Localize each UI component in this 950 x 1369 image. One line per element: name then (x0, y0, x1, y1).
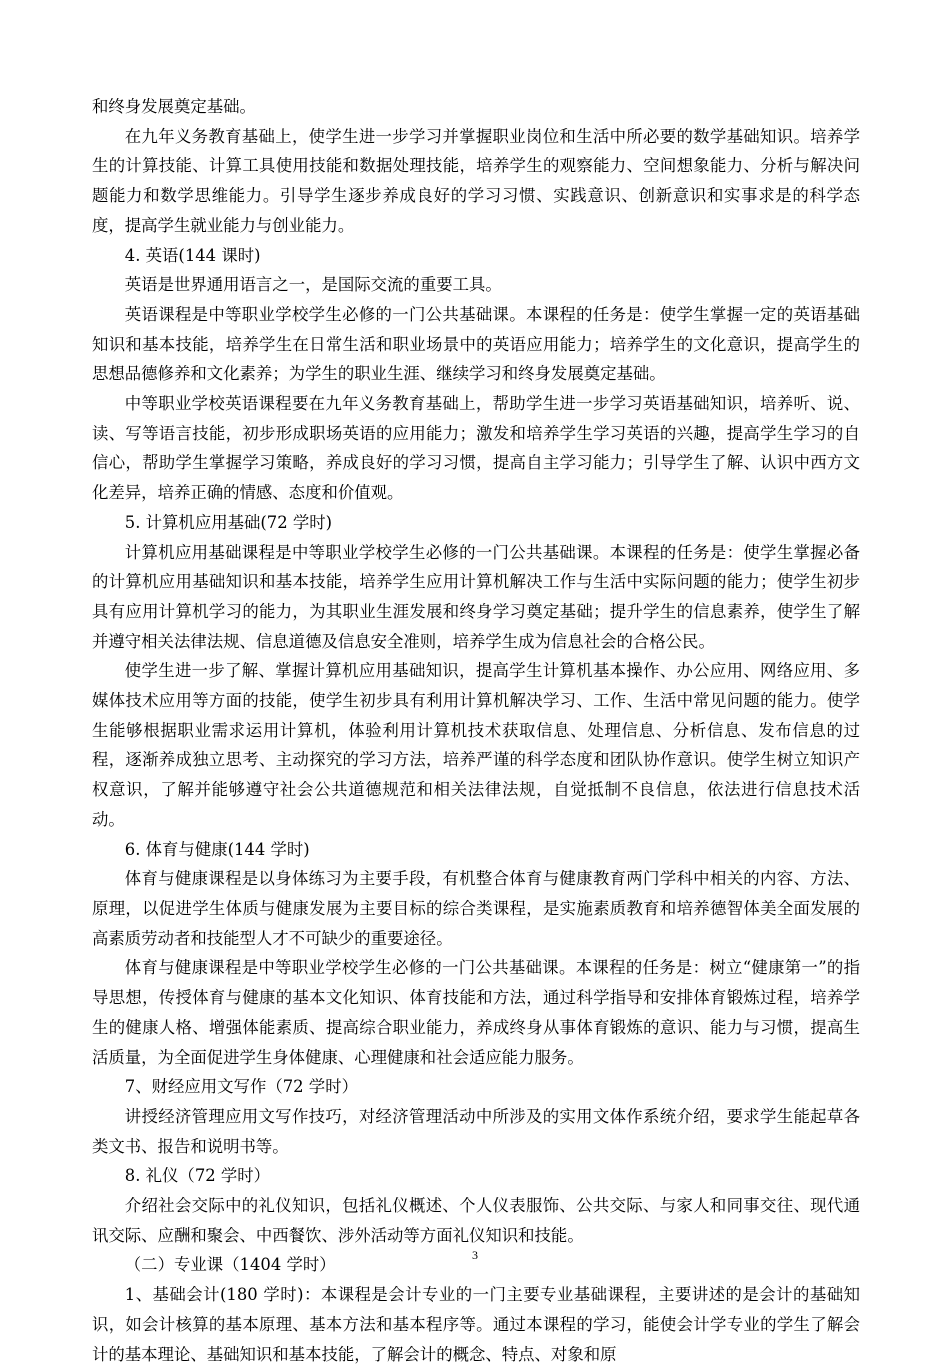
page-number: 3 (472, 1248, 478, 1262)
paragraph: 在九年义务教育基础上，使学生进一步学习并掌握职业岗位和生活中所必要的数学基础知识。培养学生的计算技能、计算工具使用技能和数据处理技能，培养学生的观察能力、空间想象能力、分析与解决问题能力和数学思维能力。引导学生逐步养成良好的学习习惯、实践意识、创新意识和实事求是的科学态度，提高学生就业能力与创业能力。 (92, 126, 860, 235)
paragraph: 6. 体育与健康(144 学时) (124, 839, 310, 859)
paragraph: （二）专业课（1404 学时） (124, 1255, 336, 1275)
paragraph: 1、基础会计(180 学时)：本课程是会计专业的一门主要专业基础课程，主要讲述的是会计的基础知识，如会计核算的基本原理、基本方法和基本程序等。通过本课程的学习，能使会计学专业的学生了解会计的基本理论、基础知识和基本技能，了解会计的概念、特点、对象和原 (92, 1285, 860, 1364)
paragraph: 计算机应用基础课程是中等职业学校学生必修的一门公共基础课。本课程的任务是：使学生掌握必备的计算机应用基础知识和基本技能，培养学生应用计算机解决工作与生活中实际问题的能力；使学生初步具有应用计算机学习的能力，为其职业生涯发展和终身学习奠定基础；提升学生的信息素养，使学生了解并遵守相关法律法规、信息道德及信息安全准则，培养学生成为信息社会的合格公民。 (92, 542, 860, 651)
paragraph: 5. 计算机应用基础(72 学时) (124, 512, 333, 532)
paragraph: 7、财经应用文写作（72 学时） (124, 1077, 358, 1097)
paragraph: 4. 英语(144 课时) (124, 245, 261, 265)
paragraph: 8. 礼仪（72 学时） (124, 1166, 271, 1186)
paragraph: 使学生进一步了解、掌握计算机应用基础知识，提高学生计算机基本操作、办公应用、网络应用、多媒体技术应用等方面的技能，使学生初步具有利用计算机解决学习、工作、生活中常见问题的能力。使学生能够根据职业需求运用计算机，体验利用计算机技术获取信息、处理信息、分析信息、发布信息的过程，逐渐养成独立思考、主动探究的学习方法，培养严谨的科学态度和团队协作意识。使学生树立知识产权意识，了解并能够遵守社会公共道德规范和相关法律法规，自觉抵制不良信息，依法进行信息技术活动。 (92, 661, 860, 829)
paragraph: 体育与健康课程是以身体练习为主要手段，有机整合体育与健康教育两门学科中相关的内容、方法、原理，以促进学生体质与健康发展为主要目标的综合类课程，是实施素质教育和培养德智体美全面发展的高素质劳动者和技能型人才不可缺少的重要途径。 (92, 869, 860, 948)
paragraph: 介绍社会交际中的礼仪知识，包括礼仪概述、个人仪表服饰、公共交际、与家人和同事交往、现代通讯交际、应酬和聚会、中西餐饮、涉外活动等方面礼仪知识和技能。 (92, 1196, 860, 1245)
paragraph: 英语是世界通用语言之一，是国际交流的重要工具。 (124, 275, 502, 295)
paragraph: 中等职业学校英语课程要在九年义务教育基础上，帮助学生进一步学习英语基础知识，培养听、说、读、写等语言技能，初步形成职场英语的应用能力；激发和培养学生学习英语的兴趣，提高学生学习的自信心，帮助学生掌握学习策略，养成良好的学习习惯，提高自主学习能力；引导学生了解、认识中西方文化差异，培养正确的情感、态度和价值观。 (92, 394, 860, 503)
paragraph: 和终身发展奠定基础。 (92, 97, 256, 116)
paragraph: 英语课程是中等职业学校学生必修的一门公共基础课。本课程的任务是：使学生掌握一定的英语基础知识和基本技能，培养学生在日常生活和职业场景中的英语应用能力；培养学生的文化意识，提高学生的思想品德修养和文化素养；为学生的职业生涯、继续学习和终身发展奠定基础。 (92, 304, 860, 384)
paragraph: 讲授经济管理应用文写作技巧，对经济管理活动中所涉及的实用文体作系统介绍，要求学生能起草各类文书、报告和说明书等。 (92, 1106, 860, 1156)
body-text (92, 92, 860, 1369)
paragraph: 体育与健康课程是中等职业学校学生必修的一门公共基础课。本课程的任务是：树立“健康第一”的指导思想，传授体育与健康的基本文化知识、体育技能和方法，通过科学指导和安排体育锻炼过程，培养学生的健康人格、增强体能素质、提高综合职业能力，养成终身从事体育锻炼的意识、能力与习惯，提高生活质量，为全面促进学生身体健康、心理健康和社会适应能力服务。 (92, 958, 860, 1067)
